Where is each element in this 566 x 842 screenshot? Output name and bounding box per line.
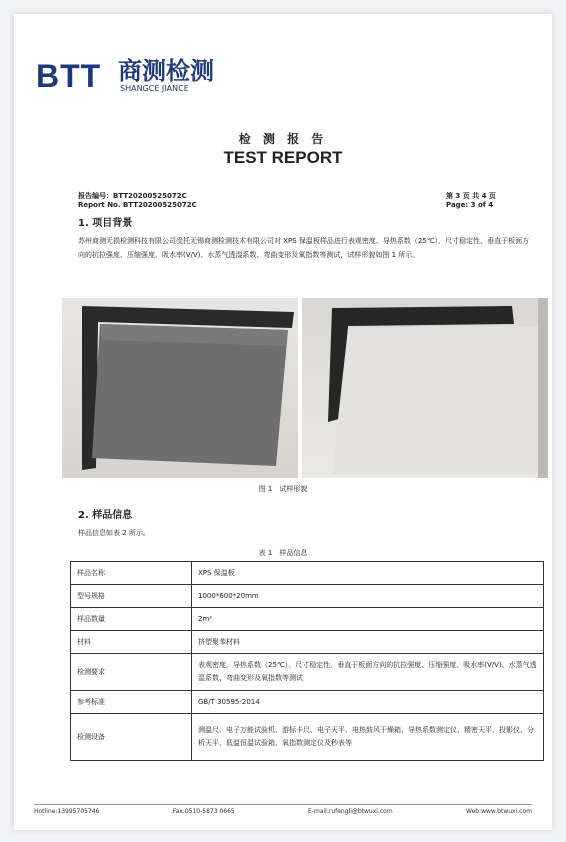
table-row: [71, 714, 544, 761]
figure-1-caption: 图 1 试样形貌: [258, 485, 308, 493]
sample-photo-light: [302, 298, 548, 478]
table-1-caption: 表 1 样品信息: [258, 549, 308, 557]
table-row: [71, 585, 544, 608]
report-number: [78, 192, 197, 210]
row-key: 样品数量: [71, 608, 192, 631]
row-value: 挤塑聚苯材料: [192, 631, 544, 654]
report-number-en: Report No. BTT20200525072C: [78, 201, 197, 209]
row-key: 检测设备: [71, 714, 192, 761]
section-2-text: 样品信息如表 2 所示。: [78, 529, 150, 537]
footer-website[interactable]: Web:www.btwuxi.com: [465, 808, 532, 815]
row-key: 材料: [71, 631, 192, 654]
table-row: [71, 562, 544, 585]
row-key: 样品名称: [71, 562, 192, 585]
sample-info-table: [70, 561, 544, 761]
footer-hotline: Hotline:13995705746: [34, 808, 100, 815]
page-indicator-cn: 第 3 页 共 4 页: [446, 192, 496, 200]
page-footer: [34, 804, 532, 815]
row-value: 2m²: [192, 608, 544, 631]
footer-fax: Fax:0510-5873 0665: [172, 808, 235, 815]
row-value: GB/T 30595-2014: [192, 691, 544, 714]
report-title-cn: 检 测 报 告: [238, 132, 328, 146]
row-key: 型号规格: [71, 585, 192, 608]
page-indicator-en: Page: 3 of 4: [446, 201, 494, 209]
row-value: 表观密度、导热系数（25℃）、尺寸稳定性、垂直于板面方向的抗拉强度、压缩强度、吸水率(V/V)、水蒸气透湿系数、弯曲变形及氧指数等测试: [192, 654, 544, 691]
logo-name-cn: 商测检测: [118, 57, 214, 85]
table-row: [71, 654, 544, 691]
logo-name-en: SHANGCE JIANCE: [120, 84, 189, 93]
logo-brand: BTT: [36, 58, 102, 94]
row-key: 检测要求: [71, 654, 192, 691]
table-row: [71, 691, 544, 714]
row-value: 测温尺、电子万能试验机、游标卡尺、电子天平、电热鼓风干燥箱、导热系数测定仪、精密天平、投影仪、分析天平、低温恒温试验箱、氧指数测定仪及秒表等: [192, 714, 544, 761]
row-key: 参考标准: [71, 691, 192, 714]
row-value: XPS 保温板: [192, 562, 544, 585]
report-title-en: TEST REPORT: [223, 148, 343, 167]
row-value: 1000*600*20mm: [192, 585, 544, 608]
footer-email[interactable]: E-mail:rufengli@btwuxi.com: [308, 808, 393, 815]
page-indicator: [446, 192, 496, 210]
section-1-text: 苏州商测无损检测科技有限公司受托无锡商测检测技术有限公司对 XPS 保温板样品进行表观密度、导热系数（25℃）、尺寸稳定性、垂直于板面方向的抗拉强度、压缩强度、吸水率(V/V)、水蒸气透湿系数、弯曲变形及氧指数等测试，试样形貌如图 1 所示。: [78, 237, 530, 259]
table-row: [71, 608, 544, 631]
sample-photo-dark: [62, 298, 298, 478]
section-2-heading: 2. 样品信息: [78, 510, 133, 521]
report-number-cn: 报告编号：BTT20200525072C: [78, 192, 187, 200]
table-row: [71, 631, 544, 654]
section-1-heading: 1. 项目背景: [78, 218, 133, 229]
report-page: [14, 14, 552, 830]
